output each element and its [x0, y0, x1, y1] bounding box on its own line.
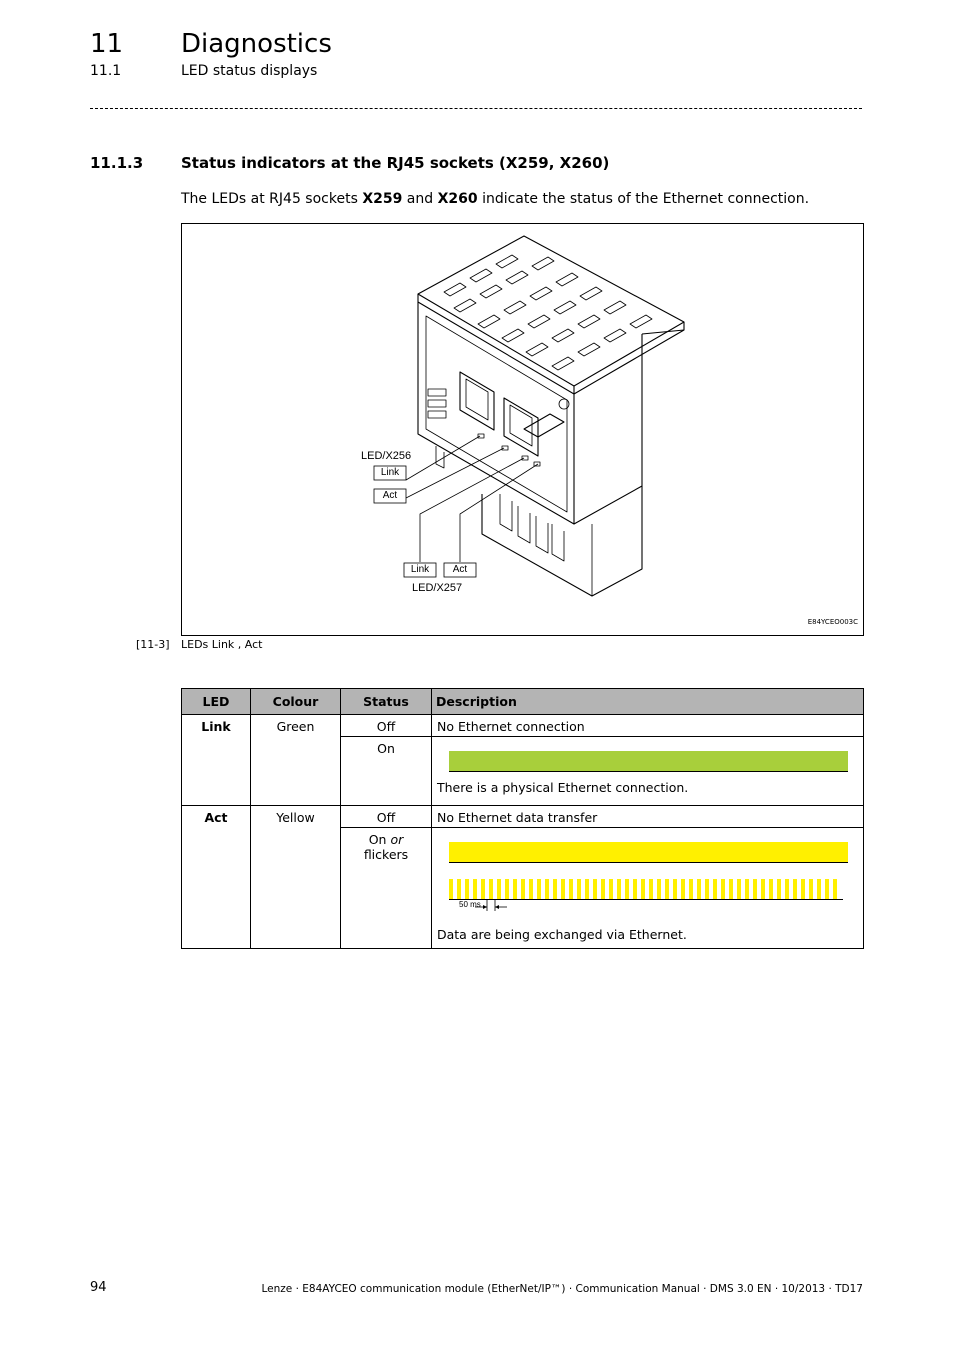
flicker-pulse [625, 879, 629, 899]
chapter-number: 11 [90, 29, 124, 59]
yellow-on-indicator [449, 842, 848, 863]
header-colour: Colour [251, 689, 341, 715]
flicker-pulse [833, 879, 837, 899]
intro-text-2: and [402, 191, 438, 207]
led-link: Link [182, 715, 251, 806]
flicker-pulse [481, 879, 485, 899]
yellow-flicker-indicator [449, 879, 848, 919]
flicker-pulse [577, 879, 581, 899]
flicker-pulse [825, 879, 829, 899]
desc-link-on-cell [432, 737, 864, 806]
table-header-row [182, 689, 864, 715]
header-status: Status [341, 689, 432, 715]
label-led-x257: LED/X257 [412, 582, 463, 594]
status-act-flickers: flickers [363, 847, 409, 862]
pulse-label: 50 ms [459, 900, 481, 909]
flicker-pulse [817, 879, 821, 899]
flicker-pulse [721, 879, 725, 899]
header-divider [90, 108, 862, 109]
desc-act-on-cell [432, 828, 864, 949]
desc-act-on: Data are being exchanged via Ethernet. [437, 927, 687, 942]
flicker-pulse [529, 879, 533, 899]
desc-link-on: There is a physical Ethernet connection. [437, 780, 689, 795]
device-drawing [182, 224, 863, 635]
status-act-on-1: On [368, 832, 391, 847]
table-row [182, 806, 864, 828]
flicker-pulse [489, 879, 493, 899]
led-status-table [181, 688, 864, 949]
status-act-or: or [390, 832, 404, 847]
label-act-x257: Act [452, 564, 468, 575]
flicker-pulse [809, 879, 813, 899]
flicker-pulse [641, 879, 645, 899]
chapter-title: Diagnostics [181, 29, 332, 59]
flicker-pulse [457, 879, 461, 899]
figure-code: E84YCEO003C [807, 618, 858, 626]
flicker-pulse [617, 879, 621, 899]
desc-act-off: No Ethernet data transfer [432, 806, 864, 828]
intro-x259: X259 [362, 191, 403, 207]
figure-caption-number: [11-3] [136, 638, 170, 651]
flicker-pulse [521, 879, 525, 899]
footer-text: Lenze · E84AYCEO communication module (EtherNet/IP™) · Communication Manual · DMS 3.0 EN · 10/2013 · TD17 [261, 1283, 863, 1295]
flicker-pulse [569, 879, 573, 899]
label-link-x256: Link [380, 467, 400, 478]
flicker-pulse [705, 879, 709, 899]
colour-yellow: Yellow [251, 806, 341, 949]
flicker-pulse [753, 879, 757, 899]
flicker-pulse [657, 879, 661, 899]
flicker-pulse [449, 879, 453, 899]
label-link-x257: Link [410, 564, 430, 575]
status-link-off: Off [341, 715, 432, 737]
flicker-pulse [801, 879, 805, 899]
colour-green: Green [251, 715, 341, 806]
flicker-pulse [593, 879, 597, 899]
green-on-indicator [449, 751, 848, 772]
flicker-pulse [785, 879, 789, 899]
flicker-pulse [761, 879, 765, 899]
status-act-off: Off [341, 806, 432, 828]
flicker-pulse [649, 879, 653, 899]
subsection-number: 11.1 [90, 63, 122, 79]
flicker-pulse [545, 879, 549, 899]
label-act-x256: Act [382, 490, 398, 501]
desc-link-off: No Ethernet connection [432, 715, 864, 737]
flicker-pulses [449, 879, 849, 919]
flicker-pulse [713, 879, 717, 899]
status-act-on [341, 828, 432, 949]
flicker-pulse [681, 879, 685, 899]
flicker-pulse [601, 879, 605, 899]
intro-text-3: indicate the status of the Ethernet connection. [477, 191, 810, 207]
flicker-pulse [609, 879, 613, 899]
status-link-on: On [341, 737, 432, 806]
flicker-pulse [729, 879, 733, 899]
figure-box [181, 223, 864, 636]
header-led: LED [182, 689, 251, 715]
flicker-pulse [665, 879, 669, 899]
flicker-pulse [737, 879, 741, 899]
flicker-pulse [537, 879, 541, 899]
flicker-pulse [777, 879, 781, 899]
label-led-x256: LED/X256 [361, 450, 412, 462]
page-number: 94 [90, 1280, 107, 1295]
flicker-pulse [513, 879, 517, 899]
figure-caption-text: LEDs Link , Act [181, 638, 263, 651]
flicker-pulse [633, 879, 637, 899]
flicker-pulse [793, 879, 797, 899]
flicker-pulse [473, 879, 477, 899]
section-title: Status indicators at the RJ45 sockets (X259, X260) [181, 154, 610, 172]
flicker-pulse [585, 879, 589, 899]
flicker-pulse [673, 879, 677, 899]
section-number: 11.1.3 [90, 154, 144, 172]
flicker-pulse [561, 879, 565, 899]
intro-paragraph [181, 191, 809, 207]
flicker-pulse [697, 879, 701, 899]
intro-x260: X260 [437, 191, 478, 207]
flicker-pulse [497, 879, 501, 899]
flicker-pulse [769, 879, 773, 899]
led-act: Act [182, 806, 251, 949]
intro-text-1: The LEDs at RJ45 sockets [181, 191, 363, 207]
header-description: Description [432, 689, 864, 715]
table-row [182, 715, 864, 737]
flicker-pulse [689, 879, 693, 899]
flicker-pulse [745, 879, 749, 899]
subsection-title: LED status displays [181, 63, 318, 79]
flicker-pulse [465, 879, 469, 899]
flicker-pulse [505, 879, 509, 899]
flicker-pulse [553, 879, 557, 899]
